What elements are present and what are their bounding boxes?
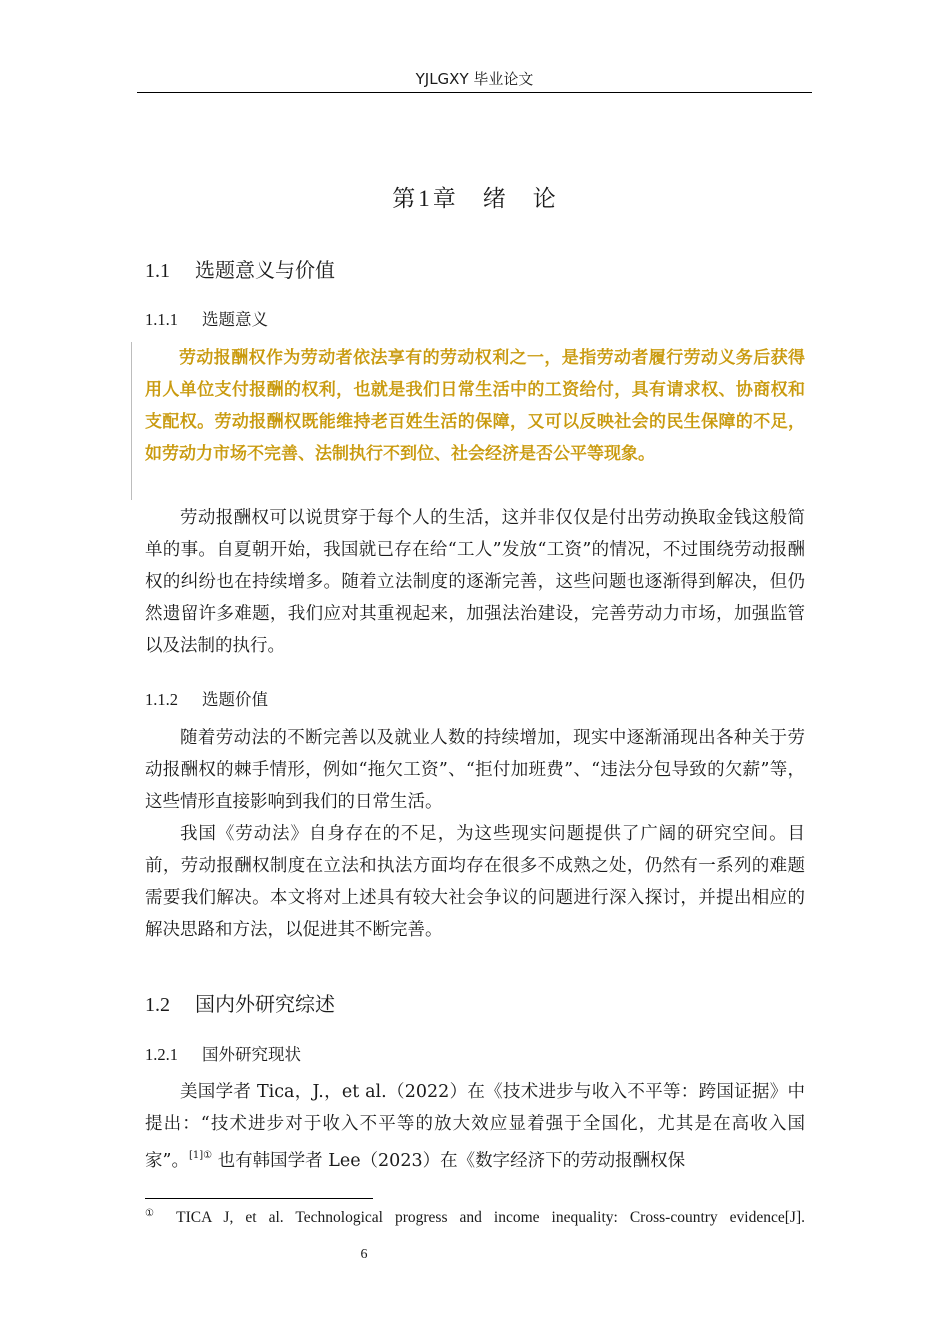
section-number: 1.2.1 <box>145 1045 178 1064</box>
chapter-title <box>137 180 812 213</box>
footnote-rule <box>145 1198 373 1199</box>
section-heading-1-2-1 <box>145 1041 301 1065</box>
chapter-title-b: 论 <box>532 186 557 212</box>
page-header: YJLGXY 毕业论文 <box>415 70 534 88</box>
body-paragraph: 我国《劳动法》自身存在的不足，为这些现实问题提供了广阔的研究空间。目前，劳动报酬权制度在立法和执法方面均存在很多不成熟之处，仍然有一系列的难题需要我们解决。本文将对上述具有较大社会争议的问题进行深入探讨，并提出相应的解决思路和方法，以促进其不断完善。 <box>145 824 805 940</box>
page-number: 6 <box>360 1247 368 1262</box>
section-heading-1-1-1 <box>145 306 268 330</box>
paragraph-text-a: 美国学者 Tica，J.，et al.（2022）在《技术进步与收入不平等：跨国证据》中提出：“技术进步对于收入不平等的放大效应显着强于全国化，尤其是在高收入国家”。 <box>145 1082 805 1171</box>
body-paragraph: 劳动报酬权可以说贯穿于每个人的生活，这并非仅仅是付出劳动换取金钱这般简单的事。自夏朝开始，我国就已存在给“工人”发放“工资”的情况，不过围绕劳动报酬权的纠纷也在持续增多。随着立法制度的逐渐完善，这些问题也逐渐得到解决，但仍然遗留许多难题，我们应对其重视起来，加强法治建设，完善劳动力市场，加强监管以及法制的执行。 <box>145 508 805 656</box>
section-title: 选题意义与价值 <box>195 258 335 282</box>
footnote <box>145 1208 805 1227</box>
chapter-title-a: 绪 <box>482 186 507 212</box>
footnote-text: TICA J, et al. Technological progress and income inequality: Cross-country evidence[J]. <box>176 1209 805 1226</box>
section-title: 国外研究现状 <box>202 1045 301 1064</box>
section-number: 1.2 <box>145 994 170 1016</box>
section-heading-1-1 <box>145 254 335 283</box>
section-heading-1-1-2 <box>145 686 268 710</box>
section-title: 国内外研究综述 <box>195 992 335 1016</box>
section-title: 选题意义 <box>202 310 268 329</box>
body-paragraph: 随着劳动法的不断完善以及就业人数的持续增加，现实中逐渐涌现出各种关于劳动报酬权的棘手情形，例如“拖欠工资”、“拒付加班费”、“违法分包导致的欠薪”等，这些情形直接影响到我们的日常生活。 <box>145 728 805 812</box>
body-paragraph <box>145 1076 805 1177</box>
change-bar <box>131 342 132 500</box>
citation-reference[interactable]: [1]① <box>188 1150 213 1161</box>
chapter-number: 1 <box>418 186 431 211</box>
section-number: 1.1.2 <box>145 690 178 709</box>
section-title: 选题价值 <box>202 690 268 709</box>
section-number: 1.1.1 <box>145 310 178 329</box>
section-heading-1-2 <box>145 988 335 1017</box>
chapter-suffix: 章 <box>432 186 457 212</box>
paragraph-text-b: 也有韩国学者 Lee（2023）在《数字经济下的劳动报酬权保 <box>212 1151 686 1171</box>
header-rule <box>137 92 812 93</box>
highlighted-paragraph: 劳动报酬权作为劳动者依法享有的劳动权利之一，是指劳动者履行劳动义务后获得用人单位支付报酬的权利，也就是我们日常生活中的工资给付，具有请求权、协商权和支配权。劳动报酬权既能维持老百姓生活的保障，又可以反映社会的民生保障的不足，如劳动力市场不完善、法制执行不到位、社会经济是否公平等现象。 <box>145 348 805 464</box>
section-number: 1.1 <box>145 260 170 282</box>
chapter-prefix: 第 <box>392 186 417 212</box>
footnote-mark: ① <box>145 1208 163 1219</box>
